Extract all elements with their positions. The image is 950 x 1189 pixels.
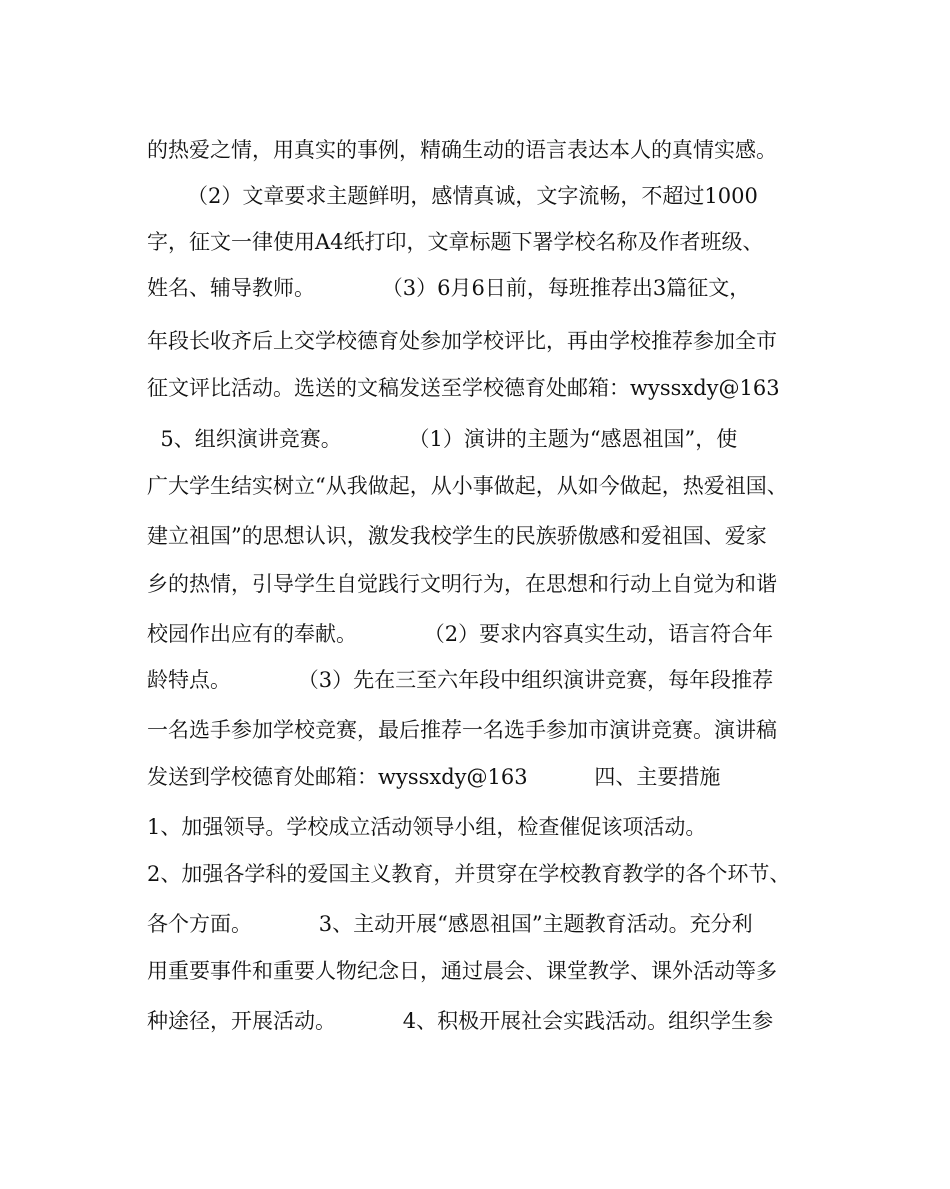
body-text-line: 校园作出应有的奉献。 （2）要求内容真实生动，语言符合年 bbox=[147, 622, 774, 646]
body-text-line: 5、组织演讲竞赛。 （1）演讲的主题为“感恩祖国”，使 bbox=[147, 427, 738, 451]
body-text-line: 征文评比活动。选送的文稿发送至学校德育处邮箱：wyssxdy@163 bbox=[147, 376, 780, 400]
body-text-line: 2、加强各学科的爱国主义教育，并贯穿在学校教育教学的各个环节、 bbox=[147, 862, 791, 886]
body-text-line: 1、加强领导。学校成立活动领导小组，检查催促该项活动。 bbox=[147, 815, 707, 839]
body-text-line: 用重要事件和重要人物纪念日，通过晨会、课堂教学、课外活动等多 bbox=[147, 959, 777, 983]
body-text-line: 广大学生结实树立“从我做起，从小事做起，从如今做起，热爱祖国、 bbox=[147, 474, 788, 498]
body-text-line: （2）文章要求主题鲜明，感情真诚，文字流畅，不超过1000 bbox=[147, 184, 758, 208]
body-text-line: 字，征文一律使用A4纸打印，文章标题下署学校名称及作者班级、 bbox=[147, 230, 764, 254]
body-text-line: 年段长收齐后上交学校德育处参加学校评比，再由学校推荐参加全市 bbox=[147, 329, 777, 353]
body-text-line: 一名选手参加学校竞赛，最后推荐一名选手参加市演讲竞赛。演讲稿 bbox=[147, 718, 777, 742]
body-text-line: 姓名、辅导教师。 （3）6月6日前，每班推荐出3篇征文， bbox=[147, 276, 751, 300]
body-text-line: 发送到学校德育处邮箱：wyssxdy@163 四、主要措施 bbox=[147, 765, 721, 789]
body-text-line: 种途径，开展活动。 4、积极开展社会实践活动。组织学生参 bbox=[147, 1009, 774, 1033]
body-text-line: 各个方面。 3、主动开展“感恩祖国”主题教育活动。充分利 bbox=[147, 912, 753, 936]
body-text-line: 的热爱之情，用真实的事例，精确生动的语言表达本人的真情实感。 bbox=[147, 138, 777, 162]
body-text-line: 龄特点。 （3）先在三至六年段中组织演讲竞赛，每年段推荐 bbox=[147, 668, 774, 692]
body-text-line: 建立祖国”的思想认识，激发我校学生的民族骄傲感和爱祖国、爱家 bbox=[147, 524, 767, 548]
body-text-line: 乡的热情，引导学生自觉践行文明行为，在思想和行动上自觉为和谐 bbox=[147, 572, 777, 596]
